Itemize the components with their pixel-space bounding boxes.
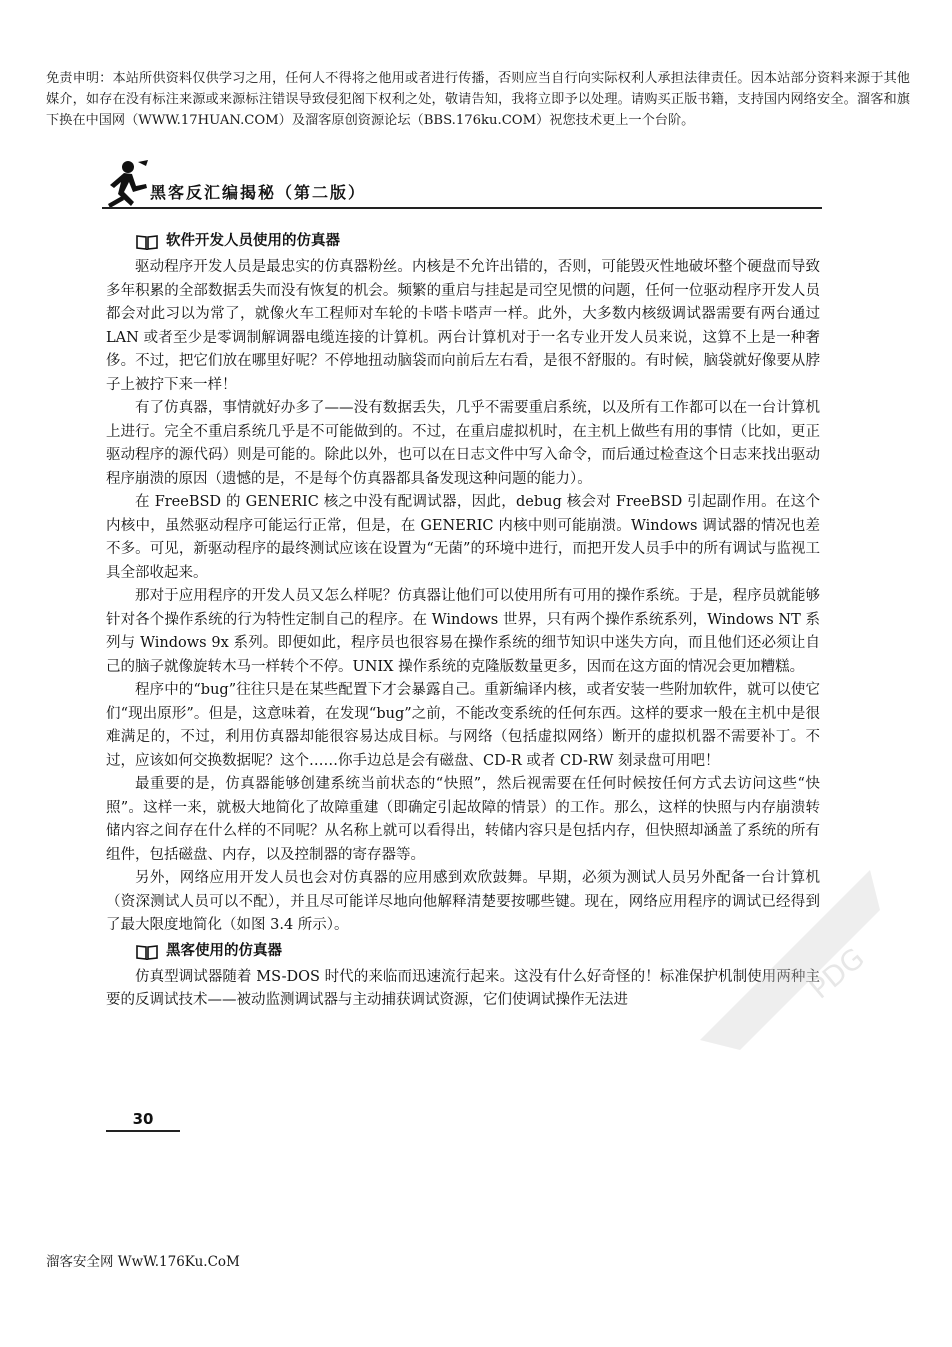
section-heading-text: 软件开发人员使用的仿真器	[166, 233, 340, 250]
header-rule	[102, 207, 822, 209]
paragraph: 在 FreeBSD 的 GENERIC 核之中没有配调试器，因此，debug 核会对 FreeBSD 引起副作用。在这个内核中，虽然驱动程序可能运行正常，但是，在 GENERIC 内核中则可能崩溃。Windows 调试器的情况也差不多。可见，新驱动程序的最终测试应该在设置为“无菌”的环境中进行，而把开发人员手中的所有调试与监视工具全部收起来。	[106, 494, 820, 581]
page-number: 30	[106, 1110, 180, 1132]
hacker-runner-logo-icon	[102, 158, 152, 210]
page-header	[102, 158, 822, 212]
paragraph: 有了仿真器，事情就好办多了——没有数据丢失，几乎不需要重启系统，以及所有工作都可以在一台计算机上进行。完全不重启系统几乎是不可能做到的。不过，在重启虚拟机时，在主机上做些有用的事情（比如，更正驱动程序的源代码）则是可能的。除此以外，也可以在日志文件中写入命令，而后通过检查这个日志来找出驱动程序崩溃的原因（遗憾的是，不是每个仿真器都具备发现这种问题的能力）。	[106, 400, 820, 487]
open-book-icon	[136, 234, 158, 250]
disclaimer-text: 免责申明：本站所供资料仅供学习之用，任何人不得将之他用或者进行传播，否则应当自行向实际权利人承担法律责任。因本站部分资料来源于其他媒介，如存在没有标注来源或来源标注错误导致侵犯阁下权利之处，敬请告知，我将立即予以处理。请购买正版书籍，支持国内网络安全。溜客和旗下换在中国网（WWW.17HUAN.COM）及溜客原创资源论坛（BBS.176ku.COM）祝您技术更上一个台阶。	[46, 71, 910, 128]
section-heading	[136, 230, 820, 254]
paragraph: 另外，网络应用开发人员也会对仿真器的应用感到欢欣鼓舞。早期，必须为测试人员另外配备一台计算机（资深测试人员可以不配），并且尽可能详尽地向他解释清楚要按哪些键。现在，网络应用程序的调试已经得到了最大限度地简化（如图 3.4 所示）。	[106, 870, 820, 933]
paragraph: 仿真型调试器随着 MS-DOS 时代的来临而迅速流行起来。这没有什么好奇怪的！标准保护机制使用两种主要的反调试技术——被动监测调试器与主动捕获调试资源，它们使调试操作无法进	[106, 968, 820, 1008]
paragraph: 驱动程序开发人员是最忠实的仿真器粉丝。内核是不允许出错的，否则，可能毁灭性地破坏整个硬盘而导致多年积累的全部数据丢失而没有恢复的机会。频繁的重启与挂起是司空见惯的问题，任何一位驱动程序开发人员都会对此习以为常了，就像火车工程师对车轮的卡嗒卡嗒声一样。此外，大多数内核级调试器需要有两台通过 LAN 或者至少是零调制解调器电缆连接的计算机。两台计算机对于一名专业开发人员来说，这算不上是一种奢侈。不过，把它们放在哪里好呢？不停地扭动脑袋而向前后左右看，是很不舒服的。有时候，脑袋就好像要从脖子上被拧下来一样！	[106, 259, 820, 393]
paragraph: 最重要的是，仿真器能够创建系统当前状态的“快照”，然后视需要在任何时候按任何方式去访问这些“快照”。这样一来，就极大地简化了故障重建（即确定引起故障的情景）的工作。那么，这样的快照与内存崩溃转储内容之间存在什么样的不同呢？从名称上就可以看得出，转储内容只是包括内存，但快照却涵盖了系统的所有组件，包括磁盘、内存，以及控制器的寄存器等。	[106, 776, 820, 863]
book-title: 黑客反汇编揭秘（第二版）	[150, 183, 367, 202]
paragraph: 程序中的“bug”往往只是在某些配置下才会暴露自己。重新编译内核，或者安装一些附加软件，就可以使它们“现出原形”。但是，这意味着，在发现“bug”之前，不能改变系统的任何东西。这样的要求一般在主机中是很难满足的，不过，利用仿真器却能很容易达成目标。与网络（包括虚拟网络）断开的虚拟机器不需要补丁。不过，应该如何交换数据呢？这个……你手边总是会有磁盘、CD-R 或者 CD-RW 刻录盘可用吧！	[106, 682, 820, 769]
watermark-text: PDG	[803, 941, 871, 1006]
pdg-watermark-icon	[680, 850, 890, 1060]
open-book-icon	[136, 944, 158, 960]
section-heading-text: 黑客使用的仿真器	[166, 942, 282, 959]
paragraph: 那对于应用程序的开发人员又怎么样呢？仿真器让他们可以使用所有可用的操作系统。于是，程序员就能够针对各个操作系统的行为特性定制自己的程序。在 Windows 世界，只有两个操作系统系列，Windows NT 系列与 Windows 9x 系列。即便如此，程序员也很容易在操作系统的细节知识中迷失方向，而且他们还必须让自己的脑子就像旋转木马一样转个不停。UNIX 操作系统的克隆版数量更多，因而在这方面的情况会更加糟糕。	[106, 588, 820, 675]
footer-site-text: 溜客安全网 WwW.176Ku.CoM	[46, 1254, 240, 1270]
